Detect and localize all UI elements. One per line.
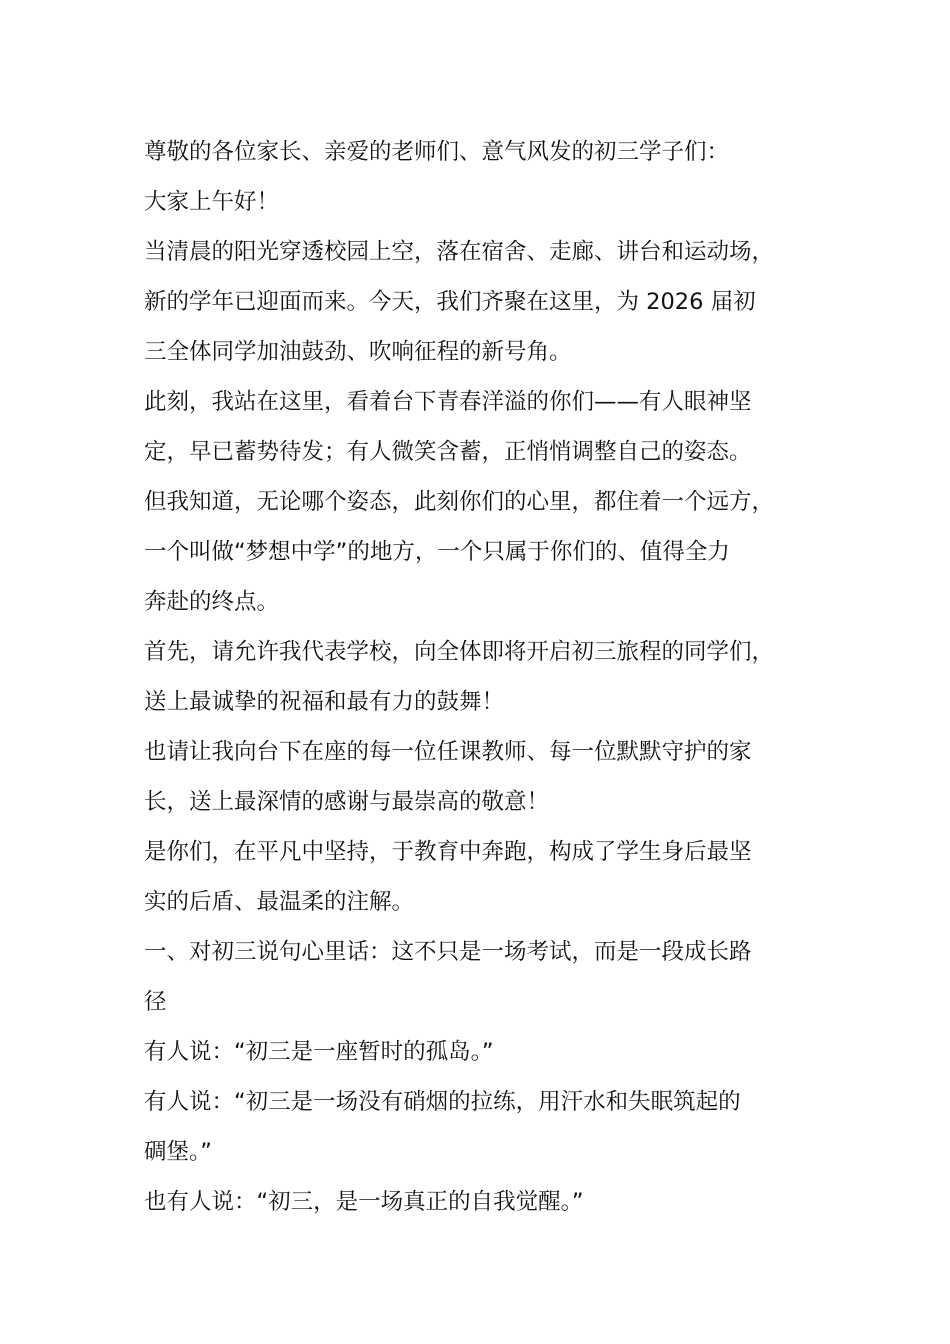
text-line: 送上最诚挚的祝福和最有力的鼓舞！ <box>144 689 505 715</box>
text-line: 实的后盾、最温柔的注解。 <box>144 889 415 915</box>
text-line: 大家上午好！ <box>144 189 280 215</box>
text-line: 奔赴的终点。 <box>144 589 280 615</box>
section-heading-line: 一、对初三说句心里话：这不只是一场考试，而是一段成长路 <box>144 939 752 965</box>
text-line: 是你们，在平凡中坚持，于教育中奔跑，构成了学生身后最坚 <box>144 839 752 865</box>
quote-line: 有人说：“初三是一场没有硝烟的拉练，用汗水和失眠筑起的 <box>144 1089 741 1115</box>
text-line: 也请让我向台下在座的每一位任课教师、每一位默默守护的家 <box>144 739 752 765</box>
text-line: 首先，请允许我代表学校，向全体即将开启初三旅程的同学们， <box>144 639 775 665</box>
quote-line: 有人说：“初三是一座暂时的孤岛。” <box>144 1039 494 1065</box>
quote-line: 碉堡。” <box>144 1139 212 1165</box>
text-line: 但我知道，无论哪个姿态，此刻你们的心里，都住着一个远方， <box>144 489 775 515</box>
text-line: 当清晨的阳光穿透校园上空，落在宿舍、走廊、讲台和运动场， <box>144 239 775 265</box>
text-line: 定，早已蓄势待发；有人微笑含蓄，正悄悄调整自己的姿态。 <box>144 439 752 465</box>
speech-body <box>144 127 834 1227</box>
section-heading-line: 径 <box>144 989 167 1015</box>
text-line: 尊敬的各位家长、亲爱的老师们、意气风发的初三学子们： <box>144 139 730 165</box>
text-line: 新的学年已迎面而来。今天，我们齐聚在这里，为 2026 届初 <box>144 289 756 315</box>
text-line: 长，送上最深情的感谢与最崇高的敬意！ <box>144 789 550 815</box>
text-line: 三全体同学加油鼓劲、吹响征程的新号角。 <box>144 339 572 365</box>
quote-line: 也有人说：“初三，是一场真正的自我觉醒。” <box>144 1189 584 1215</box>
text-line: 此刻，我站在这里，看着台下青春洋溢的你们——有人眼神坚 <box>144 389 752 415</box>
text-line: 一个叫做“梦想中学”的地方，一个只属于你们的、值得全力 <box>144 539 730 565</box>
